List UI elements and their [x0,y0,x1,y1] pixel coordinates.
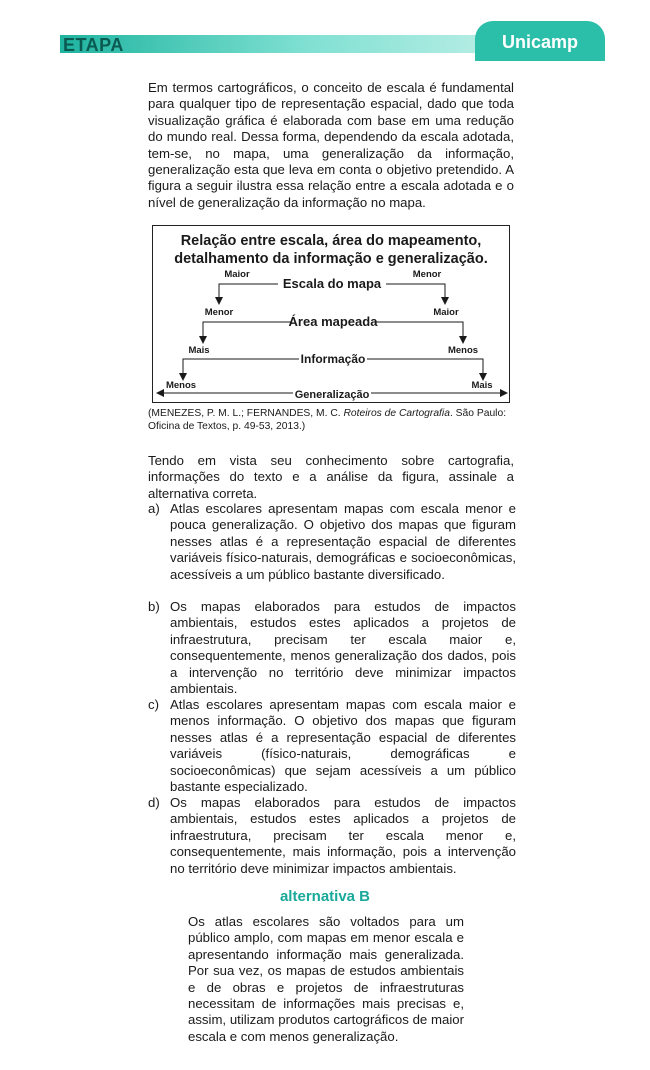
arrow-row3-right [367,359,483,380]
figure-source [148,408,516,433]
answer-heading: alternativa B [279,888,371,905]
scale-diagram [152,225,510,403]
option-a-letter: a) [148,501,160,516]
row2-center-label: Área mapeada [288,314,378,329]
row1-center-label: Escala do mapa [282,276,382,291]
arrow-row2-left [203,322,291,343]
option-a-text: Atlas escolares apresentam mapas com escala menor e pouca generalização. O objetivo dos mapas que figuram nesses atlas é a representação espacial de diferentes variáveis físico-naturais, demográficas e socioeconômicas, acessíveis a um público bastante diversificado. [170,501,516,582]
intro-paragraph: Em termos cartográficos, o conceito de escala é fundamental para qualquer tipo de representação espacial, dado que toda visualização gráfica é elaborada com base em uma redução do mundo real. Dessa forma, dependendo da escala adotada, tem-se, no mapa, uma generalização da informação, generalização esta que leva em conta o objetivo pretendido. A figura a seguir ilustra essa relação entre a escala adotada e o nível de generalização da informação no mapa. [148,80,514,210]
arrow-row3-left [183,359,299,380]
answer-explanation: Os atlas escolares são voltados para um público amplo, com mapas em menor escala e apresentando informação mais generalizada. Por sua vez, os mapas de estudos ambientais e de obras e projetos de infraestruturas necessitam de informações mais precisas e, assim, utilizam produtos cartográficos de maior escala e com menos generalização. [188,914,464,1044]
arrow-row2-right [375,322,463,343]
brand-unicamp: Unicamp [501,32,579,52]
row1-left-label: Maior [224,269,250,280]
row3-right-label: Menos [447,345,479,356]
option-c-letter: c) [148,697,159,712]
source-title: Roteiros de Cartografia [343,408,450,419]
option-b-letter: b) [148,599,160,614]
row2-left-label: Menor [204,307,234,318]
row2-right-label: Maior [433,307,459,318]
option-d-text: Os mapas elaborados para estudos de impactos ambientais, estudos estes aplicados a projetos de infraestrutura, precisam ter escala menor e, consequentemente, mais informação, pois a intervenção no território deve minimizar impactos ambientais. [170,795,516,876]
diagram-title-line-2: detalhamento da informação e generalização. [174,251,488,267]
row4-center-label: Generalização [294,389,370,401]
option-c-text: Atlas escolares apresentam mapas com escala maior e menos informação. O objetivo dos mapas que figuram nesses atlas é a representação espacial de diferentes variáveis (físico-naturais, demográficas e socioeconômicas) que sejam acessíveis a um público bastante especializado. [170,697,516,795]
source-suffix: . São Paulo: Oficina de Textos, p. 49-53, 2013.) [148,408,507,432]
row3-center-label: Informação [300,352,366,366]
diagram-arrows [153,226,511,404]
source-prefix: (MENEZES, P. M. L.; FERNANDES, M. C. [148,408,344,419]
arrow-row1-left [219,284,278,304]
row1-right-label: Menor [412,269,442,280]
option-b-text: Os mapas elaborados para estudos de impactos ambientais, estudos estes aplicados a projetos de infraestrutura, precisam ter escala maior e, consequentemente, menos generalização dos dados, pois a intervenção no território deve minimizar impactos ambientais. [170,599,516,697]
arrow-row1-right [386,284,445,304]
row4-left-label: Menos [165,380,197,391]
row4-right-label: Mais [471,380,493,391]
option-d-letter: d) [148,795,160,810]
row3-left-label: Mais [188,345,210,356]
question-prompt: Tendo em vista seu conhecimento sobre cartografia, informações do texto e a análise da figura, assinale a alternativa correta. [148,453,514,501]
diagram-title-line-1: Relação entre escala, área do mapeamento, [180,233,482,249]
brand-etapa: ETAPA [63,35,124,55]
